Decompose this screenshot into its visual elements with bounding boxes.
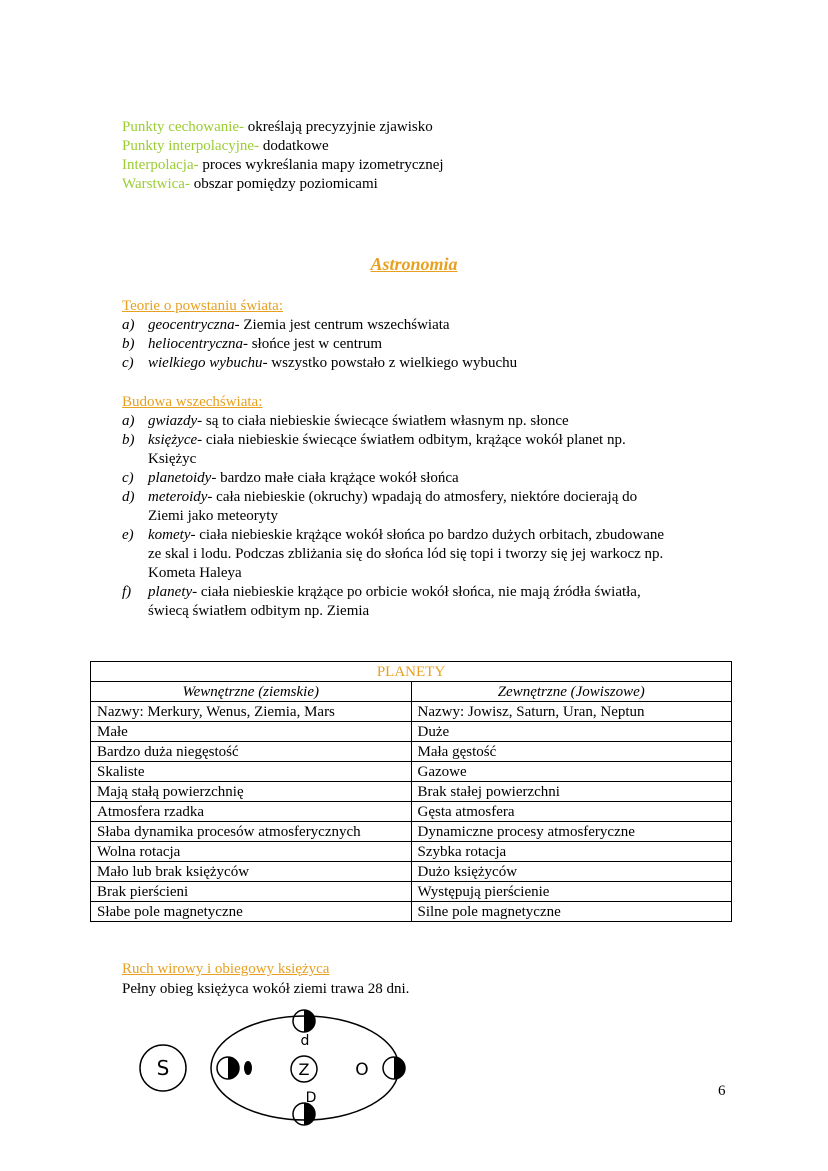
section-title: Astronomia (370, 254, 458, 274)
cell-outer-planets: Nazwy: Jowisz, Saturn, Uran, Neptun (411, 702, 732, 722)
list-term: wielkiego wybuchu (148, 355, 263, 371)
cell-inner-planets: Słabe pole magnetyczne (91, 902, 412, 922)
moon-top-shade (304, 1010, 315, 1032)
list-continuation: ze skal i lodu. Podczas zbliżania się do słońca lód się topi i tworzy się jej warkocz np. (148, 546, 664, 562)
table-row (91, 882, 732, 902)
new-moon-dot (244, 1061, 252, 1075)
top-phase-label: d (300, 1033, 310, 1049)
structure-heading: Budowa wszechświata: (122, 394, 263, 410)
moon-bottom-shade (304, 1103, 315, 1125)
list-text: - ciała niebieskie krążące po orbicie wokół słońca, nie mają źródła światła, (192, 584, 641, 600)
list-marker: f) (122, 584, 132, 600)
cell-inner-planets: Skaliste (91, 762, 412, 782)
table-row (91, 802, 732, 822)
cell-inner-planets: Atmosfera rzadka (91, 802, 412, 822)
theories-heading: Teorie o powstaniu świata: (122, 298, 283, 314)
list-item (122, 469, 459, 488)
list-term: heliocentryczna (148, 336, 243, 352)
list-term: planetoidy (148, 470, 212, 486)
list-item (122, 583, 641, 602)
definition-term: Punkty cechowanie- (122, 119, 245, 135)
cell-inner-planets: Brak pierścieni (91, 882, 412, 902)
list-item (122, 316, 450, 335)
moon-left-shade (228, 1057, 239, 1079)
sun-label: S (156, 1056, 170, 1080)
list-item (122, 354, 517, 373)
table-row (91, 702, 732, 722)
definition-term: Punkty interpolacyjne- (122, 138, 260, 154)
list-term: komety (148, 527, 191, 543)
bottom-phase-label: D (305, 1090, 317, 1106)
list-continuation: Ziemi jako meteoryty (148, 508, 278, 524)
earth-label: Z (298, 1060, 310, 1079)
list-item (122, 412, 569, 431)
cell-outer-planets: Gazowe (411, 762, 732, 782)
list-item (122, 488, 637, 507)
moon-orbit-diagram (130, 1005, 420, 1130)
list-text: - są to ciała niebieskie świecące światłem własnym np. słonce (197, 413, 569, 429)
list-item (122, 431, 626, 450)
cell-inner-planets: Bardzo duża niegęstość (91, 742, 412, 762)
list-term: geocentryczna (148, 317, 235, 333)
table-row (91, 902, 732, 922)
moon-right-shade (394, 1057, 405, 1079)
cell-outer-planets: Dynamiczne procesy atmosferyczne (411, 822, 732, 842)
list-text: - wszystko powstało z wielkiego wybuchu (262, 355, 518, 371)
page-number: 6 (718, 1083, 726, 1099)
definition-item (122, 137, 329, 156)
definition-item (122, 118, 433, 137)
definition-term: Warstwica- (122, 176, 190, 192)
cell-inner-planets: Mają stałą powierzchnię (91, 782, 412, 802)
cell-outer-planets: Szybka rotacja (411, 842, 732, 862)
cell-inner-planets: Małe (91, 722, 412, 742)
definition-text: obszar pomiędzy poziomicami (189, 176, 378, 192)
cell-outer-planets: Dużo księżyców (411, 862, 732, 882)
list-marker: b) (122, 336, 135, 352)
definition-text: dodatkowe (259, 138, 329, 154)
list-term: gwiazdy (148, 413, 198, 429)
table-row (91, 822, 732, 842)
list-marker: d) (122, 489, 135, 505)
cell-inner-planets: Wolna rotacja (91, 842, 412, 862)
list-item (122, 335, 382, 354)
list-continuation: Kometa Haleya (148, 565, 242, 581)
list-marker: a) (122, 413, 135, 429)
definition-item (122, 156, 444, 175)
table-title: PLANETY (91, 662, 732, 682)
definition-text: proces wykreślania mapy izometrycznej (198, 157, 444, 173)
table-row (91, 862, 732, 882)
list-marker: c) (122, 355, 134, 371)
table-row (91, 842, 732, 862)
list-item (122, 526, 664, 545)
planets-table (90, 661, 732, 922)
list-marker: b) (122, 432, 135, 448)
cell-outer-planets: Gęsta atmosfera (411, 802, 732, 822)
list-continuation: Księżyc (148, 451, 197, 467)
list-term: planety (148, 584, 193, 600)
cell-inner-planets: Słaba dynamika procesów atmosferycznych (91, 822, 412, 842)
list-text: - bardzo małe ciała krążące wokół słońca (211, 470, 459, 486)
list-text: - słońce jest w centrum (242, 336, 383, 352)
list-marker: c) (122, 470, 134, 486)
moon-text: Pełny obieg księżyca wokół ziemi trawa 28 dni. (122, 981, 410, 997)
cell-outer-planets: Występują pierścienie (411, 882, 732, 902)
list-term: meteroidy (148, 489, 208, 505)
definition-item (122, 175, 378, 194)
list-text: - ciała niebieskie świecące światłem odbitym, krążące wokół planet np. (197, 432, 626, 448)
table-row (91, 782, 732, 802)
list-marker: a) (122, 317, 135, 333)
table-row (91, 762, 732, 782)
list-text: - Ziemia jest centrum wszechświata (234, 317, 450, 333)
definition-term: Interpolacja- (122, 157, 199, 173)
cell-outer-planets: Mała gęstość (411, 742, 732, 762)
column-header-inner: Wewnętrzne (ziemskie) (91, 682, 412, 702)
cell-inner-planets: Mało lub brak księżyców (91, 862, 412, 882)
cell-outer-planets: Brak stałej powierzchni (411, 782, 732, 802)
definition-text: określają precyzyjnie zjawisko (244, 119, 433, 135)
table-row (91, 722, 732, 742)
list-term: księżyce (148, 432, 198, 448)
cell-outer-planets: Silne pole magnetyczne (411, 902, 732, 922)
moon-heading: Ruch wirowy i obiegowy księżyca (122, 961, 330, 977)
column-header-outer: Zewnętrzne (Jowiszowe) (411, 682, 732, 702)
table-row (91, 742, 732, 762)
cell-outer-planets: Duże (411, 722, 732, 742)
list-continuation: świecą światłem odbitym np. Ziemia (148, 603, 370, 619)
right-phase-label: O (355, 1060, 369, 1080)
list-text: - ciała niebieskie krążące wokół słońca po bardzo dużych orbitach, zbudowane (190, 527, 665, 543)
list-marker: e) (122, 527, 134, 543)
list-text: - cała niebieskie (okruchy) wpadają do atmosfery, niektóre docierają do (207, 489, 638, 505)
cell-inner-planets: Nazwy: Merkury, Wenus, Ziemia, Mars (91, 702, 412, 722)
